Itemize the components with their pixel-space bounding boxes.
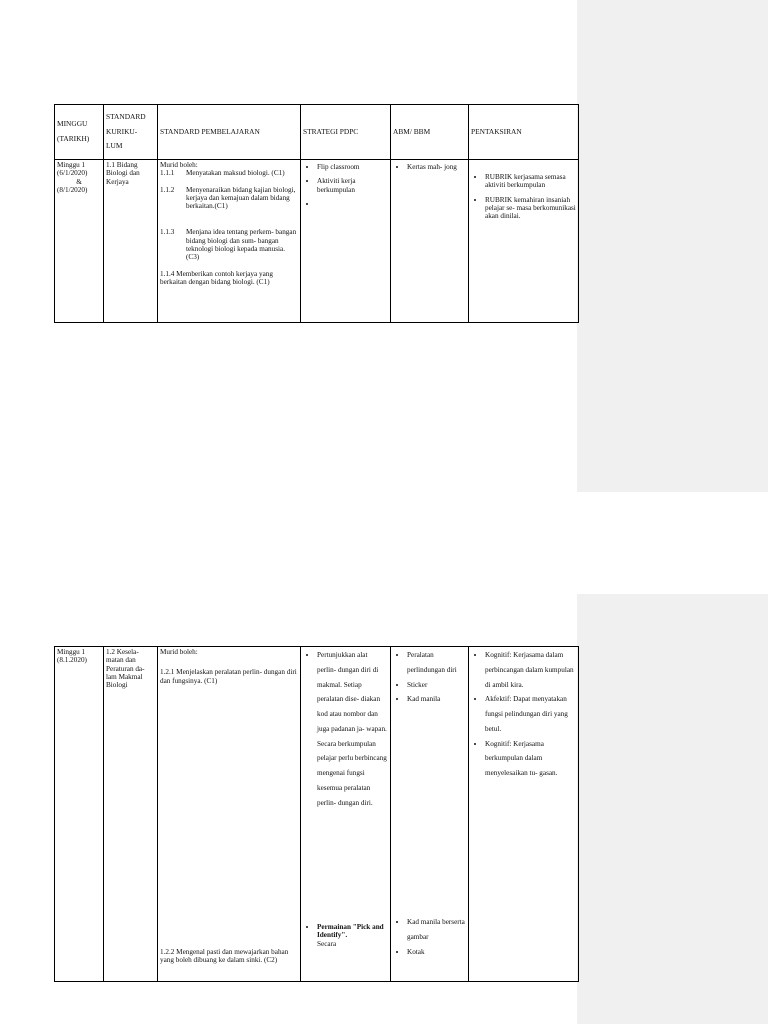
standard-line: 1.2 Kesela- [106,648,139,656]
lesson-plan-table-1 [54,104,579,323]
strategi-continuation: Secara [317,939,337,948]
learning-item: 1.1.4 Memberikan contoh kerjaya yang berkaitan dengan bidang biologi. (C1) [160,269,273,286]
standard-line: Peraturan da- [106,664,145,673]
standard-line: Biologi dan [106,169,140,178]
learning-item: 1.2.1 Menjelaskan peralatan perlin- dungan diri dan fungsinya. (C1) [160,668,297,685]
standard-line: matan dan [106,656,136,665]
minggu-line: (6/1/2020) [57,169,88,178]
learning-item-text: Menjana idea tentang perkem- bangan bidang biologi dan sum- bangan teknologi biologi kepada manusia. (C3) [186,228,297,262]
murid-boleh-label: Murid boleh: [160,648,198,656]
standard-line: 1.1 Bidang [106,161,138,169]
abm-list [393,163,466,171]
pentaksiran-list [471,173,576,220]
list-item: • Kad manila berserta gambar [407,915,466,945]
learning-item [160,169,298,177]
list-item: • Akfektif: Dapat menyatakan fungsi pelindungan diri yang betul. [485,692,576,736]
learning-item [160,186,298,211]
standard-line: Biologi [106,681,128,690]
cell-pentaksiran [469,160,579,323]
header-minggu-line2: (TARIKH) [57,134,90,143]
strategi-list-2 [303,923,388,954]
list-item: • Kognitif: Kerjasama dalam perbincangan dalam kumpulan di ambil kira. [485,648,576,692]
murid-boleh-label: Murid boleh: [160,161,198,169]
header-strategi: STRATEGI PDPC [301,105,391,160]
learning-item-number: 1.1.3 [160,228,175,237]
header-minggu [55,105,104,160]
cell-strategi [301,160,391,323]
minggu-line: & [76,177,82,186]
learning-item [160,228,298,261]
list-item: • Kertas mah- jong [407,163,466,171]
comment-margin-bottom [577,594,768,1024]
header-standard-kurikulum [104,105,158,160]
pentaksiran-list [471,648,576,781]
cell-pembelajaran [158,647,301,982]
cell-minggu [55,160,104,323]
list-item: • Kotak [407,945,466,960]
strategi-list [303,648,388,810]
cell-abm [391,647,469,982]
header-std-line2: KURIKU- [106,126,138,136]
list-item: • RUBRIK kerjasama semasa aktiviti berkumpulan [485,173,576,190]
list-item: • Pertunjukkan alat perlin- dungan diri di makmal. Setiap peralatan dise- diakan kod atau nombor dan juga padanan ja- wapan. Secara berkumpulan pelajar perlu berbincang mengenai fungsi kesemua peralatan perlin- dungan diri. [317,648,388,810]
list-item [317,200,388,208]
header-row [55,105,579,160]
header-pentaksiran: PENTAKSIRAN [469,105,579,160]
table-row [55,647,579,982]
list-item: • Kognitif: Kerjasama berkumpulan dalam menyelesaikan tu- gasan. [485,737,576,781]
cell-minggu [55,647,104,982]
standard-line: Kerjaya [106,177,129,186]
abm-list [393,648,466,707]
cell-strategi [301,647,391,982]
list-item: • RUBRIK kemahiran insaniah pelajar se- masa berkomunikasi akan dinilai. [485,196,576,221]
header-minggu-line1: MINGGU [57,119,88,129]
strategi-list [303,163,388,208]
list-item: • Kad manila [407,692,466,707]
table-row [55,160,579,323]
list-item: • Flip classroom [317,163,388,171]
minggu-line: Minggu 1 [57,161,86,169]
learning-item-number: 1.1.2 [160,185,175,194]
list-item [317,923,388,948]
cell-abm [391,160,469,323]
list-item: • Sticker [407,678,466,693]
cell-standard [104,160,158,323]
minggu-line: (8/1/2020) [57,185,88,194]
abm-list-2 [393,915,466,959]
learning-item: 1.2.2 Mengenal pasti dan mewajarkan bahan yang boleh dibuang ke dalam sinki. (C2) [160,948,289,965]
learning-item-number: 1.1.1 [160,169,175,178]
list-item: • Aktiviti kerja berkumpulan [317,177,388,194]
cell-pembelajaran [158,160,301,323]
standard-line: lam Makmal [106,672,143,681]
header-abm: ABM/ BBM [391,105,469,160]
learning-item-text: Menyatakan maksud biologi. (C1) [186,169,285,178]
header-std-line1: STANDARD [106,111,146,121]
minggu-line: Minggu 1 [57,648,86,656]
header-pembelajaran: STANDARD PEMBELAJARAN [158,105,301,160]
lesson-plan-table-2 [54,646,579,982]
minggu-line: (8.1.2020) [57,656,87,665]
comment-margin-top [577,0,768,492]
list-item: • Peralatan perlindungan diri [407,648,466,678]
learning-item-text: Menyenaraikan bidang kajian biologi, kerjaya dan kemajuan dalam bidang berkaitan.(C1) [186,185,296,211]
cell-standard [104,647,158,982]
cell-pentaksiran [469,647,579,982]
header-std-line3: LUM [106,141,123,151]
game-title: Permainan "Pick and Identify". [317,923,384,940]
